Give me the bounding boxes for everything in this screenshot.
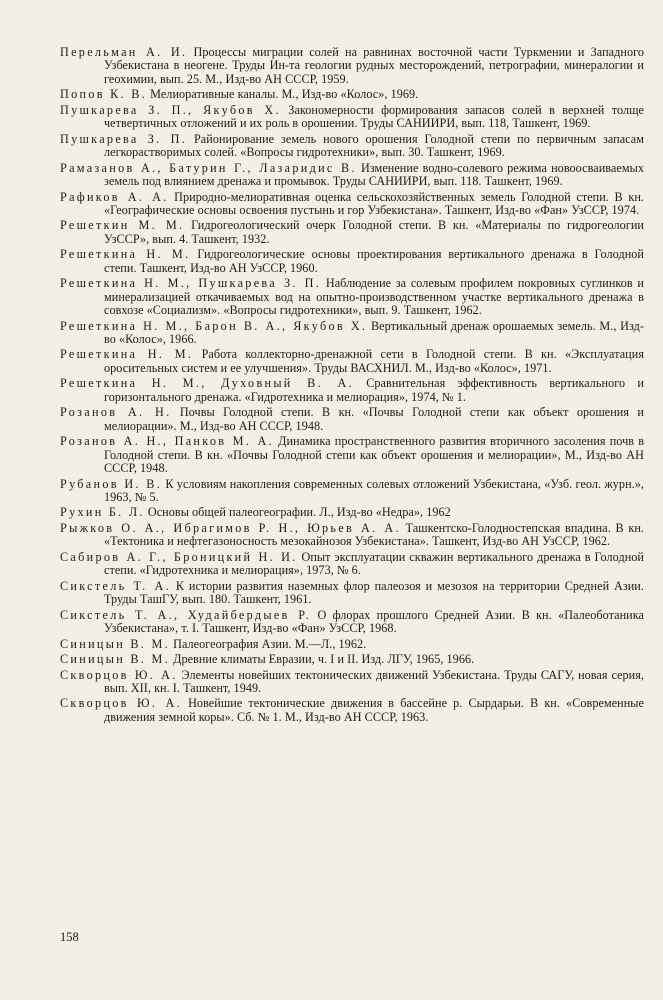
entry-text: Сравнительная эффективность вертикального и горизонтального дренажа. «Гидротехника и мелиорация», 1974, № 1.	[104, 376, 644, 404]
entry-author: Синицын В. М.	[60, 636, 170, 651]
entry-author: Синицын В. М.	[60, 652, 170, 667]
bibliography-entry	[60, 133, 644, 160]
entry-author: Скворцов Ю. А.	[60, 696, 182, 711]
bibliography-entry	[60, 551, 644, 578]
entry-text: Древние климаты Евразии, ч. I и II. Изд. ЛГУ, 1965, 1966.	[173, 652, 475, 667]
entry-author: Скворцов Ю. А.	[60, 667, 178, 682]
bibliography-entry	[60, 277, 644, 317]
entry-text: Наблюдение за солевым профилем покровных суглинков и минерализацией откачиваемых вод на опытно-производственном участке вертикального дренажа в совхозе «Социализм». «Вопросы гидротехники», вып. 9. Ташкент, 1962.	[104, 276, 644, 318]
entry-text: Изменение водно-солевого режима новоосваиваемых земель под влиянием дренажа и промывок. Труды САНИИРИ, вып. 118. Ташкент, 1969.	[104, 160, 644, 189]
bibliography-entry	[60, 88, 644, 101]
bibliography-entry	[60, 219, 644, 246]
entry-author: Рухин Б. Л.	[60, 505, 145, 520]
entry-author: Решеткина Н. М.	[60, 347, 194, 362]
bibliography-entry	[60, 46, 644, 86]
bibliography-entry	[60, 669, 644, 696]
entry-text: Элементы новейших тектонических движений Узбекистана. Труды САГУ, новая серия, вып. XII, кн. I. Ташкент, 1949.	[104, 667, 644, 695]
entry-text: Почвы Голодной степи. В кн. «Почвы Голодной степи как объект орошения и мелиорации». М., Изд-во АН СССР, 1948.	[104, 405, 644, 433]
entry-text: Новейшие тектонические движения в бассейне р. Сырдарьи. В кн. «Современные движения земной коры». Сб. № 1. М., Изд-во АН СССР, 1963.	[104, 696, 644, 724]
bibliography-entry	[60, 377, 644, 404]
entry-author: Розанов А. Н., Панков М. А.	[60, 434, 274, 449]
entry-text: Районирование земель нового орошения Голодной степи по первичным запасам легкорастворимых солей. «Вопросы гидротехники», вып. 30. Ташкент, 1969.	[104, 131, 644, 160]
bibliography-entry	[60, 609, 644, 636]
bibliography-entry	[60, 435, 644, 475]
entry-text: Опыт эксплуатации скважин вертикального дренажа в Голодной степи. «Гидротехника и мелиорация», 1973, № 6.	[104, 549, 644, 578]
entry-text: Вертикальный дренаж орошаемых земель. М., Изд-во «Колос», 1966.	[104, 318, 644, 346]
entry-author: Решеткина Н. М., Духовный В. А.	[60, 376, 354, 391]
bibliography-entry	[60, 522, 644, 549]
bibliography-entry	[60, 638, 644, 651]
entry-author: Розанов А. Н.	[60, 405, 172, 420]
bibliography-entry	[60, 248, 644, 275]
bibliography-list	[60, 46, 644, 726]
entry-text: Гидрогеологические основы проектирования вертикального дренажа в Голодной степи. Ташкент, Изд-во АН УзССР, 1960.	[104, 247, 644, 275]
entry-text: Работа коллекторно-дренажной сети в Голодной степи. В кн. «Эксплуатация оросительных систем и ее улучшения». Труды ВАСХНИЛ. М., Изд-во «Колос», 1971.	[104, 347, 644, 375]
entry-author: Решеткина Н. М., Барон В. А., Якубов Х.	[60, 318, 368, 333]
bibliography-entry	[60, 406, 644, 433]
entry-text: Ташкентско-Голодностепская впадина. В кн. «Тектоника и нефтегазоносность мезокайнозоя Узбекистана». Ташкент, Изд-во АН УзССР, 1962.	[104, 520, 645, 549]
entry-text: Мелиоративные каналы. М., Изд-во «Колос», 1969.	[150, 87, 419, 102]
entry-text: Гидрогеологический очерк Голодной степи. В кн. «Материалы по гидрогеологии УзССР», вып. 4. Ташкент, 1932.	[104, 218, 644, 246]
bibliography-entry	[60, 478, 644, 505]
entry-author: Пушкарева З. П.	[60, 131, 188, 146]
entry-author: Рамазанов А., Батурин Г., Лазаридис В.	[60, 160, 357, 175]
bibliography-entry	[60, 162, 644, 189]
page-number: 158	[60, 930, 79, 944]
entry-author: Рубанов И. В.	[60, 476, 163, 491]
entry-text: Закономерности формирования запасов солей в верхней толще четвертичных отложений и их роль в орошении. Труды САНИИРИ, вып. 118, Ташкент, 1969.	[104, 102, 644, 131]
bibliography-entry	[60, 320, 644, 347]
entry-author: Попов К. В.	[60, 87, 148, 102]
entry-text: Процессы миграции солей на равнинах восточной части Туркмении и Западного Узбекистана в неогене. Труды Ин-та геологии рудных месторождений, петрографии, минералогии и геохимии, вып. 25. М., Изд-во АН СССР, 1959.	[104, 45, 644, 86]
entry-author: Сикстель Т. А., Худайбердыев Р.	[60, 607, 312, 622]
entry-text: К условиям накопления современных солевых отложений Узбекистана, «Узб. геол. журн.», 1963, № 5.	[104, 476, 644, 504]
entry-author: Решеткина Н. М.	[60, 247, 191, 262]
entry-author: Сикстель Т. А.	[60, 578, 171, 593]
bibliography-entry	[60, 104, 644, 131]
bibliography-entry	[60, 653, 644, 666]
entry-author: Перельман А. И.	[60, 45, 188, 59]
entry-text: К истории развития наземных флор палеозоя и мезозоя на территории Средней Азии. Труды ТашГУ, вып. 180. Ташкент, 1961.	[104, 578, 644, 607]
entry-author: Решеткин М. М.	[60, 218, 185, 233]
bibliography-entry	[60, 580, 644, 607]
bibliography-entry	[60, 191, 644, 218]
bibliography-entry	[60, 348, 644, 375]
bibliography-entry	[60, 506, 644, 519]
entry-author: Пушкарева З. П., Якубов Х.	[60, 102, 281, 117]
entry-author: Рыжков О. А., Ибрагимов Р. Н., Юрьев А. А.	[60, 520, 401, 535]
entry-text: Природно-мелиоративная оценка сельскохозяйственных земель Голодной степи. В кн. «Географические основы освоения пустынь и гор Узбекистана». Ташкент, Изд-во «Фан» УзССР, 1974.	[104, 189, 644, 217]
entry-text: О флорах прошлого Средней Азии. В кн. «Палеоботаника Узбекистана», т. I. Ташкент, Изд-во «Фан» УзССР, 1968.	[104, 607, 644, 636]
entry-author: Решеткина Н. М., Пушкарева З. П.	[60, 276, 322, 291]
bibliography-entry	[60, 697, 644, 724]
entry-author: Рафиков А. А.	[60, 189, 169, 204]
entry-author: Сабиров А. Г., Броницкий Н. И.	[60, 549, 298, 564]
entry-text: Палеогеография Азии. М.—Л., 1962.	[173, 636, 367, 651]
entry-text: Динамика пространственного развития вторичного засоления почв в Голодной степи. В кн. «Почвы Голодной степи как объект орошения и мелиорации», М., Изд-во АН СССР, 1948.	[104, 434, 644, 475]
entry-text: Основы общей палеогеографии. Л., Изд-во «Недра», 1962	[147, 505, 451, 520]
